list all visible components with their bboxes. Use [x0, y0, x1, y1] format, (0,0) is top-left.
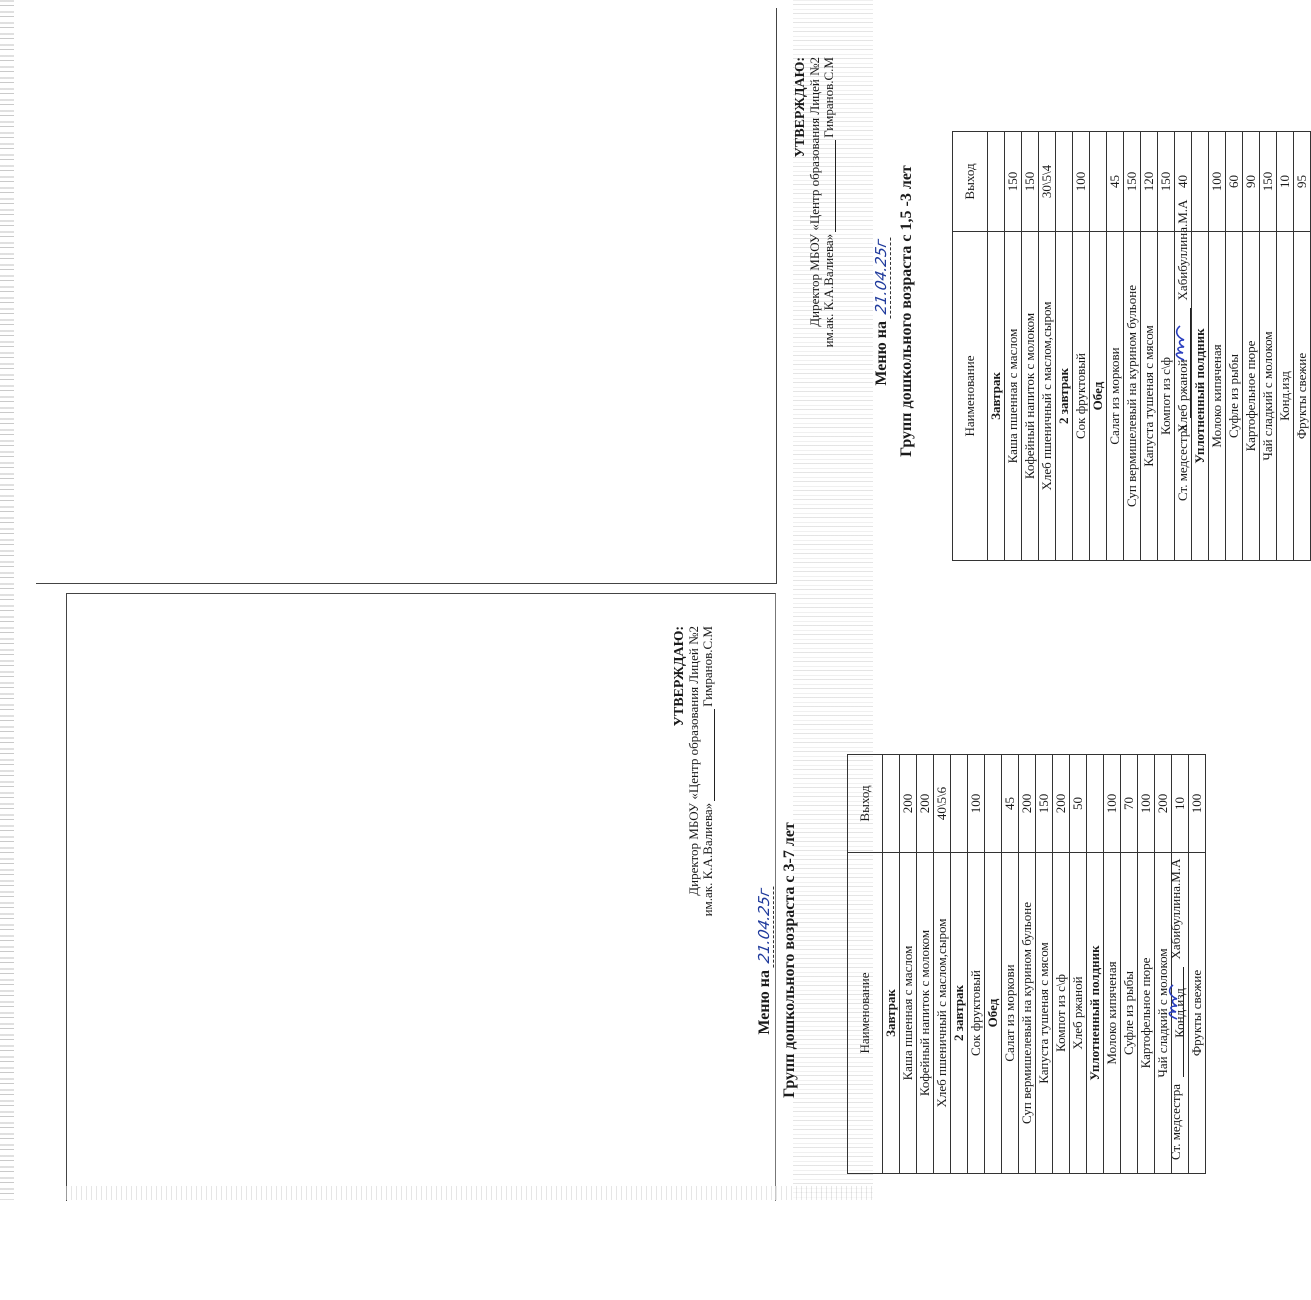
- section-name: 2 завтрак: [1056, 232, 1073, 561]
- table-row: [1294, 132, 1311, 561]
- table-section-row: [883, 755, 900, 1174]
- dish-output: 70: [1121, 755, 1138, 853]
- dish-name: Фрукты свежие: [1189, 853, 1206, 1174]
- approval-line-1: Директор МБОУ «Центр образования Лицей №2: [686, 626, 701, 896]
- menu-page: [780, 51, 1309, 571]
- approval-line-2: [822, 57, 836, 347]
- paper-sheet-top: [36, 8, 777, 584]
- dish-name: Сок фруктовый: [1073, 232, 1090, 561]
- dish-output: 150: [1005, 132, 1022, 232]
- dish-output: [883, 755, 900, 853]
- dish-output: [1087, 755, 1104, 853]
- signature-line: [714, 709, 715, 801]
- dish-output: 45: [1107, 132, 1124, 232]
- approval-line-2-left: им.ак. К.А.Валиева»: [821, 233, 836, 348]
- menu-table: [952, 131, 1311, 561]
- approval-line-2-left: им.ак. К.А.Валиева»: [700, 802, 715, 917]
- footer-nurse-name: Хабибуллина.М.А: [1168, 858, 1183, 960]
- dish-output: 100: [1138, 755, 1155, 853]
- dish-output: 200: [1019, 755, 1036, 853]
- dish-output: 150: [1260, 132, 1277, 232]
- menu-sheet-3-7: [663, 620, 1213, 1180]
- table-row: [1070, 755, 1087, 1174]
- table-row: [1277, 132, 1294, 561]
- table-row: [1121, 755, 1138, 1174]
- dish-output: 100: [968, 755, 985, 853]
- dish-name: Кофейный напиток с молоком: [1022, 232, 1039, 561]
- table-section-row: [1192, 132, 1209, 561]
- dish-name: Молоко кипяченая: [1104, 853, 1121, 1174]
- menu-table: [847, 754, 1206, 1174]
- dish-name: Салат из моркови: [1002, 853, 1019, 1174]
- scan-edge-bottom: [66, 1186, 873, 1200]
- table-section-row: [1056, 132, 1073, 561]
- dish-output: 60: [1226, 132, 1243, 232]
- approval-heading: УТВЕРЖДАЮ:: [793, 57, 808, 158]
- group-title: Групп дошкольного возраста с 3-7 лет: [781, 822, 798, 1098]
- section-name: Обед: [985, 853, 1002, 1174]
- table-row: [1036, 755, 1053, 1174]
- section-name: Завтрак: [883, 853, 900, 1174]
- section-name: Уплотненный полдник: [1192, 232, 1209, 561]
- table-section-row: [988, 132, 1005, 561]
- dish-output: 50: [1070, 755, 1087, 853]
- dish-output: 10: [1172, 755, 1189, 853]
- dish-output: 120: [1141, 132, 1158, 232]
- dish-name: Каша пшенная с маслом: [900, 853, 917, 1174]
- table-row: [1124, 132, 1141, 561]
- dish-name: Фрукты свежие: [1294, 232, 1311, 561]
- dish-output: 200: [1053, 755, 1070, 853]
- dish-output: [988, 132, 1005, 232]
- dish-name: Молоко кипяченая: [1209, 232, 1226, 561]
- approval-block: [794, 57, 836, 347]
- signature-line: [835, 140, 836, 232]
- column-header-name: Наименование: [848, 853, 883, 1174]
- table-section-row: [1087, 755, 1104, 1174]
- section-name: Уплотненный полдник: [1087, 853, 1104, 1174]
- section-name: 2 завтрак: [951, 853, 968, 1174]
- dish-output: [1192, 132, 1209, 232]
- column-header-output: Выход: [848, 755, 883, 853]
- table-row: [1022, 132, 1039, 561]
- dish-output: [951, 755, 968, 853]
- menu-date-handwritten: 21.04.25г: [755, 884, 774, 968]
- table-row: [968, 755, 985, 1174]
- dish-output: 100: [1189, 755, 1206, 853]
- dish-name: Хлеб пшеничный с маслом,сыром: [934, 853, 951, 1174]
- dish-name: Хлеб ржаной: [1070, 853, 1087, 1174]
- table-row: [900, 755, 917, 1174]
- table-row: [1039, 132, 1056, 561]
- menu-date-handwritten: 21.04.25г: [872, 235, 891, 319]
- menu-title: [872, 51, 891, 571]
- dish-name: Конд.изд: [1277, 232, 1294, 561]
- table-row: [1209, 132, 1226, 561]
- table-row: [1002, 755, 1019, 1174]
- footer-nurse-name: Хабибуллина.М.А: [1175, 199, 1190, 301]
- menu-on-label: Меню на: [756, 970, 773, 1035]
- dish-name: Капуста тушеная с мясом: [1036, 853, 1053, 1174]
- table-row: [1260, 132, 1277, 561]
- dish-name: Картофельное пюре: [1138, 853, 1155, 1174]
- dish-output: [985, 755, 1002, 853]
- dish-name: Хлеб пшеничный с маслом,сыром: [1039, 232, 1056, 561]
- dish-output: 150: [1036, 755, 1053, 853]
- menu-sheet-1-5-3: [780, 51, 1309, 571]
- table-section-row: [985, 755, 1002, 1174]
- table-row: [1141, 132, 1158, 561]
- dish-output: 200: [917, 755, 934, 853]
- dish-name: Каша пшенная с маслом: [1005, 232, 1022, 561]
- dish-name: Компот из с\ф: [1158, 232, 1175, 561]
- menu-on-label: Меню на: [873, 321, 890, 386]
- table-row: [934, 755, 951, 1174]
- dish-name: Чай сладкий с молоком: [1155, 853, 1172, 1174]
- nurse-signature-line: [1183, 967, 1184, 1077]
- table-row: [917, 755, 934, 1174]
- table-row: [1053, 755, 1070, 1174]
- dish-name: Компот из с\ф: [1053, 853, 1070, 1174]
- dish-output: 200: [1155, 755, 1172, 853]
- handwritten-signature: [1165, 983, 1181, 1021]
- approval-director-name: Гимранов.С.М: [700, 626, 715, 707]
- approval-line-2: [701, 626, 715, 916]
- dish-output: 40: [1175, 132, 1192, 232]
- dish-output: 150: [1158, 132, 1175, 232]
- table-row: [1073, 132, 1090, 561]
- dish-name: Суфле из рыбы: [1226, 232, 1243, 561]
- dish-name: Суфле из рыбы: [1121, 853, 1138, 1174]
- footer-signature: [1168, 859, 1184, 1160]
- dish-name: Чай сладкий с молоком: [1260, 232, 1277, 561]
- approval-heading: УТВЕРЖДАЮ:: [672, 626, 687, 727]
- dish-name: Сок фруктовый: [968, 853, 985, 1174]
- dish-output: 150: [1022, 132, 1039, 232]
- footer-signature: [1175, 200, 1191, 501]
- dish-name: Кофейный напиток с молоком: [917, 853, 934, 1174]
- dish-output: 10: [1277, 132, 1294, 232]
- table-section-row: [1090, 132, 1107, 561]
- dish-output: [1056, 132, 1073, 232]
- table-row: [1243, 132, 1260, 561]
- dish-output: 45: [1002, 755, 1019, 853]
- table-row: [1189, 755, 1206, 1174]
- dish-output: 150: [1124, 132, 1141, 232]
- dish-output: 90: [1243, 132, 1260, 232]
- nurse-signature-line: [1190, 308, 1191, 418]
- menu-title: [755, 620, 774, 1300]
- dish-output: 30\5\4: [1039, 132, 1056, 232]
- dish-output: 200: [900, 755, 917, 853]
- footer-role: Ст. медсестра: [1168, 1083, 1183, 1160]
- dish-name: Хлеб ржаной: [1175, 232, 1192, 561]
- table-row: [1107, 132, 1124, 561]
- dish-output: 95: [1294, 132, 1311, 232]
- dish-output: 100: [1209, 132, 1226, 232]
- table-section-row: [951, 755, 968, 1174]
- dish-output: 40\5\6: [934, 755, 951, 853]
- column-header-name: Наименование: [953, 232, 988, 561]
- table-row: [1104, 755, 1121, 1174]
- dish-name: Суп вермишелевый на курином бульоне: [1124, 232, 1141, 561]
- section-name: Завтрак: [988, 232, 1005, 561]
- handwritten-signature: [1172, 324, 1188, 362]
- dish-name: Салат из моркови: [1107, 232, 1124, 561]
- approval-block: [673, 626, 715, 916]
- table-row: [1138, 755, 1155, 1174]
- dish-output: 100: [1073, 132, 1090, 232]
- group-title: Групп дошкольного возраста с 1,5 -3 лет: [898, 165, 915, 457]
- dish-output: [1090, 132, 1107, 232]
- dish-output: 100: [1104, 755, 1121, 853]
- dish-name: Картофельное пюре: [1243, 232, 1260, 561]
- approval-director-name: Гимранов.С.М: [821, 57, 836, 138]
- table-header-row: [848, 755, 883, 1174]
- dish-name: Конд.изд: [1172, 853, 1189, 1174]
- section-name: Обед: [1090, 232, 1107, 561]
- scan-edge-left: [0, 0, 14, 1200]
- table-row: [1019, 755, 1036, 1174]
- column-header-output: Выход: [953, 132, 988, 232]
- table-row: [1005, 132, 1022, 561]
- table-header-row: [953, 132, 988, 561]
- approval-line-1: Директор МБОУ «Центр образования Лицей №2: [807, 57, 822, 327]
- footer-role: Ст. медсестра: [1175, 424, 1190, 501]
- dish-name: Суп вермишелевый на курином бульоне: [1019, 853, 1036, 1174]
- dish-name: Капуста тушеная с мясом: [1141, 232, 1158, 561]
- menu-page: [663, 620, 1213, 1180]
- table-row: [1226, 132, 1243, 561]
